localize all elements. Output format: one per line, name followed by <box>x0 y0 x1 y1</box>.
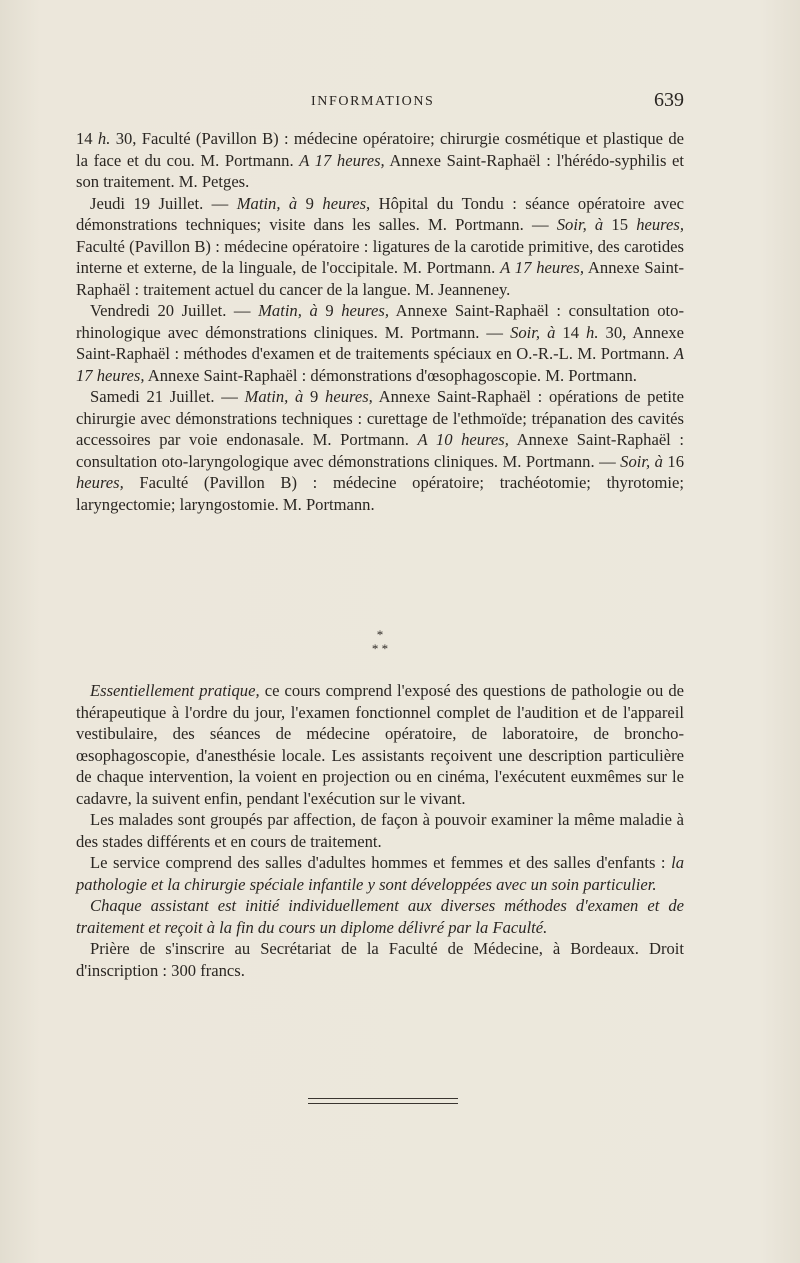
text-run: Faculté (Pavillon B) : médecine opératoire : ligatures de la carotide primitive, des carotides interne et externe, de la linguale, de l'occipitale. M. Portmann. <box>76 236 684 277</box>
italic-text-run: A 10 heures, <box>417 430 509 449</box>
italic-text-run: A 17 heures, <box>76 344 684 385</box>
italic-text-run: A 17 heures, <box>299 150 385 170</box>
section-asterism <box>355 628 405 668</box>
text-run: 9 <box>297 193 323 213</box>
italic-text-run: heures, <box>322 193 371 213</box>
text-run: 14 <box>555 322 587 342</box>
text-run: Faculté (Pavillon B) : médecine opératoire; trachéotomie; thyrotomie; laryngectomie; laryngostomie. M. Portmann. <box>76 473 684 514</box>
description-paragraph <box>76 895 684 938</box>
text-run: ce cours comprend l'exposé des questions de pathologie ou de thérapeutique à l'ordre du jour, l'examen fonctionnel complet de l'audition et de l'appareil vestibulaire, des séances de médecine opératoire, de laboratoire, de broncho-œsophagoscopie, d'anesthésie locale. Les assistants reçoivent une description particulière de chaque intervention, la voient en projection ou en cinéma, l'exécutent euxmêmes sur le cadavre, la suivent enfin, pendant l'exécution sur le vivant. <box>76 681 684 808</box>
text-run: 15 <box>603 215 637 234</box>
text-run: 30, Faculté (Pavillon B) : médecine opératoire; chirurgie cosmétique et plastique de la face et du cou. M. Portmann. <box>76 129 684 170</box>
description-paragraph <box>76 680 684 809</box>
text-run: 9 <box>303 387 326 406</box>
italic-text-run: Soir, à <box>620 451 663 471</box>
closing-rule-bottom <box>308 1103 458 1104</box>
italic-text-run: heures, <box>341 301 389 320</box>
text-run: Hôpital du Tondu : séance opératoire avec démonstrations techniques; visite dans les salles. M. Portmann. — <box>76 193 685 234</box>
text-run: Annexe Saint-Raphaël : opérations de petite chirurgie avec démonstrations techniques : curettage de l'ethmoïde; trépanation des cavités accessoires par voie endonasale. M. Portmann. <box>76 387 685 449</box>
italic-text-run: h. <box>97 129 111 148</box>
italic-text-run: la pathologie et la chirurgie spéciale infantile y sont développées avec un soin particulier. <box>76 853 684 894</box>
schedule-paragraph <box>76 386 684 515</box>
italic-text-run: heures, <box>325 387 373 406</box>
italic-text-run: Essentiellement pratique, <box>90 681 260 700</box>
text-run: Le service comprend des salles d'adultes hommes et femmes et des salles d'enfants : <box>90 853 672 872</box>
course-schedule <box>76 128 684 515</box>
description-paragraph <box>76 938 684 981</box>
text-run: Annexe Saint-Raphaël : traitement actuel du cancer de la langue. M. Jeanneney. <box>76 258 685 299</box>
text-run: Samedi 21 Juillet. — <box>90 387 245 406</box>
italic-text-run: heures, <box>636 215 684 234</box>
italic-text-run: h. <box>586 322 599 342</box>
text-run: Vendredi 20 Juillet. — <box>90 301 259 320</box>
description-paragraph <box>76 809 684 852</box>
schedule-paragraph <box>76 193 684 301</box>
text-run: 16 <box>662 451 684 471</box>
text-run: 14 <box>76 129 98 148</box>
closing-rule-top <box>308 1098 458 1099</box>
text-run: Annexe Saint-Raphaël : démonstrations d'œsophagoscopie. M. Portmann. <box>144 365 637 385</box>
italic-text-run: Matin, à <box>244 387 304 406</box>
italic-text-run: Matin, à <box>236 193 298 213</box>
text-run: Les malades sont groupés par affection, de façon à pouvoir examiner la même maladie à des stades différents et en cours de traitement. <box>76 810 684 851</box>
text-run: Annexe Saint-Raphaël : consultation oto-rhinologique avec démonstrations cliniques. M. Portmann. — <box>76 301 684 342</box>
asterism-top: * <box>376 627 384 642</box>
italic-text-run: heures, <box>76 473 124 492</box>
asterism-bottom: * * <box>371 641 389 656</box>
italic-text-run: A 17 heures, <box>500 258 585 277</box>
italic-text-run: Chaque assistant est initié individuellement aux diverses méthodes d'examen et de traitement et reçoit à la fin du cours un diplome délivré par la Faculté. <box>76 896 684 937</box>
schedule-paragraph <box>76 128 684 193</box>
text-run: Jeudi 19 Juillet. — <box>90 193 237 213</box>
text-run: Prière de s'inscrire au Secrétariat de la Faculté de Médecine, à Bordeaux. Droit d'inscription : 300 francs. <box>76 939 684 980</box>
description-paragraph <box>76 852 684 895</box>
running-head: INFORMATIONS <box>311 94 435 109</box>
page-header <box>76 89 684 118</box>
text-run: Annexe Saint-Raphaël : l'hérédo-syphilis et son traitement. M. Petges. <box>76 150 684 191</box>
italic-text-run: Matin, à <box>258 301 318 320</box>
schedule-paragraph <box>76 300 684 386</box>
italic-text-run: Soir, à <box>510 322 556 342</box>
text-run: 9 <box>317 301 342 320</box>
italic-text-run: Soir, à <box>556 215 604 234</box>
text-run: 30, Annexe Saint-Raphaël : méthodes d'examen et de traitements spéciaux en O.-R.-L. M. Portmann. <box>76 322 685 363</box>
page-number: 639 <box>654 89 684 111</box>
text-run: Annexe Saint-Raphaël : consultation oto-laryngologique avec démonstrations cliniques. M. Portmann. — <box>76 430 685 471</box>
course-description <box>76 680 684 981</box>
